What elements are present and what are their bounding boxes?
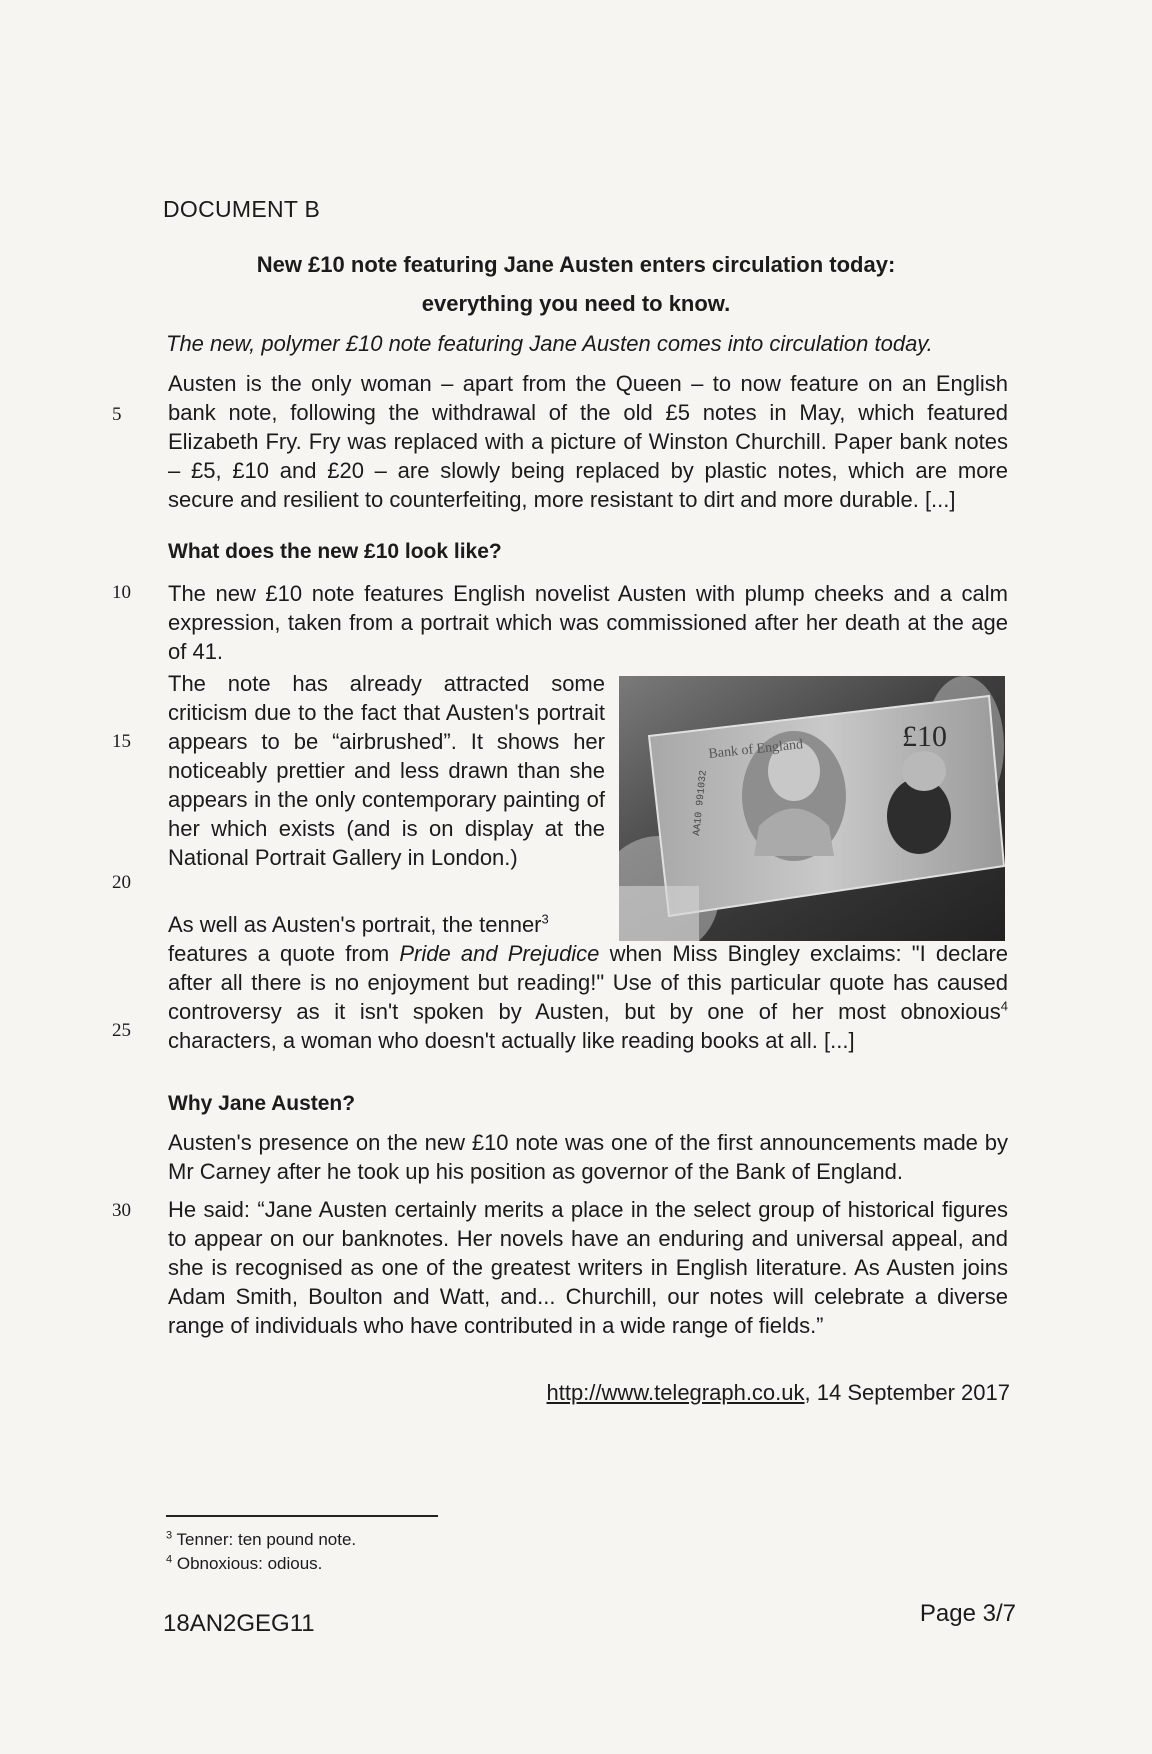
footnote-4: $^4$ Obnoxious: odious. [166, 1553, 323, 1573]
headline-line-1: New £10 note featuring Jane Austen enters circulation today: [256, 252, 896, 277]
section-heading-why: Why Jane Austen? [168, 1092, 356, 1115]
document-label: DOCUMENT B [163, 196, 321, 222]
line-number: 10 [112, 582, 131, 603]
line-number: 30 [112, 1200, 131, 1221]
note-value: £10 [902, 720, 947, 753]
line-number: 25 [112, 1020, 131, 1041]
source-citation: http://www.telegraph.co.uk, 14 September 2017 [546, 1380, 1010, 1405]
note-bank-text: Bank of England [707, 737, 804, 762]
headline-line-2: everything you need to know. [421, 291, 731, 316]
line-number: 20 [112, 872, 131, 893]
footnote-divider [166, 1515, 438, 1517]
source-url[interactable]: http://www.telegraph.co.uk [546, 1380, 805, 1405]
footnote-3: $^3$ Tenner: ten pound note. [166, 1529, 357, 1549]
lede: The new, polymer £10 note featuring Jane Austen comes into circulation today. [166, 331, 933, 356]
section-heading-look: What does the new £10 look like? [168, 540, 502, 563]
line-number: 5 [112, 404, 122, 425]
paragraph-quote: As well as Austen's portrait, the tenner$^3$ features a quote from Pride and Prejudice when Miss Bingley exclaims: "I declare after all there is no enjoyment but reading!" Use of this particular quote has caused controversy as it isn't spoken by Austen, but by one of her most obnoxious$^4$ characters, a woman who doesn't actually like reading books at all. [...] [168, 911, 1009, 1053]
paragraph-intro: Austen is the only woman – apart from the Queen – to now feature on an English bank note, following the withdrawal of the old £5 notes in May, which featured Elizabeth Fry. Fry was replaced with a picture of Winston Churchill. Paper bank notes – £5, £10 and £20 – are slowly being replaced by plastic notes, which are more secure and resilient to counterfeiting, more resistant to dirt and more durable. [...] [168, 371, 1008, 512]
page-number: Page 3/7 [919, 1600, 1016, 1627]
paragraph-carney-quote: He said: “Jane Austen certainly merits a place in the select group of historical figures to appear on our banknotes. Her novels have an enduring and universal appeal, and she is recognised as one of the greatest writers in English literature. As Austen joins Adam Smith, Boulton and Watt, and... Churchill, our notes will celebrate a diverse range of individuals who have contributed in a wide range of fields.” [168, 1197, 1008, 1338]
banknote-photo [619, 676, 1005, 941]
paragraph-criticism: The note has already attracted some criticism due to the fact that Austen's portrait appears to be “airbrushed”. It shows her noticeably prettier and less drawn than she appears in the only contemporary painting of her which exists (and is on display at the National Portrait Gallery in London.) [168, 671, 605, 870]
paragraph-description: The new £10 note features English novelist Austen with plump cheeks and a calm expression, taken from a portrait which was commissioned after her death at the age of 41. [168, 581, 1008, 664]
footnote-ref-3: 3 [541, 911, 549, 927]
paragraph-announcement: Austen's presence on the new £10 note was one of the first announcements made by Mr Carney after he took up his position as governor of the Bank of England. [168, 1130, 1008, 1184]
footnote-ref-4: 4 [1000, 998, 1008, 1014]
note-serial: AA10 991032 [692, 769, 710, 837]
line-number: 15 [112, 731, 131, 752]
exam-code: 18AN2GEG11 [163, 1610, 315, 1637]
